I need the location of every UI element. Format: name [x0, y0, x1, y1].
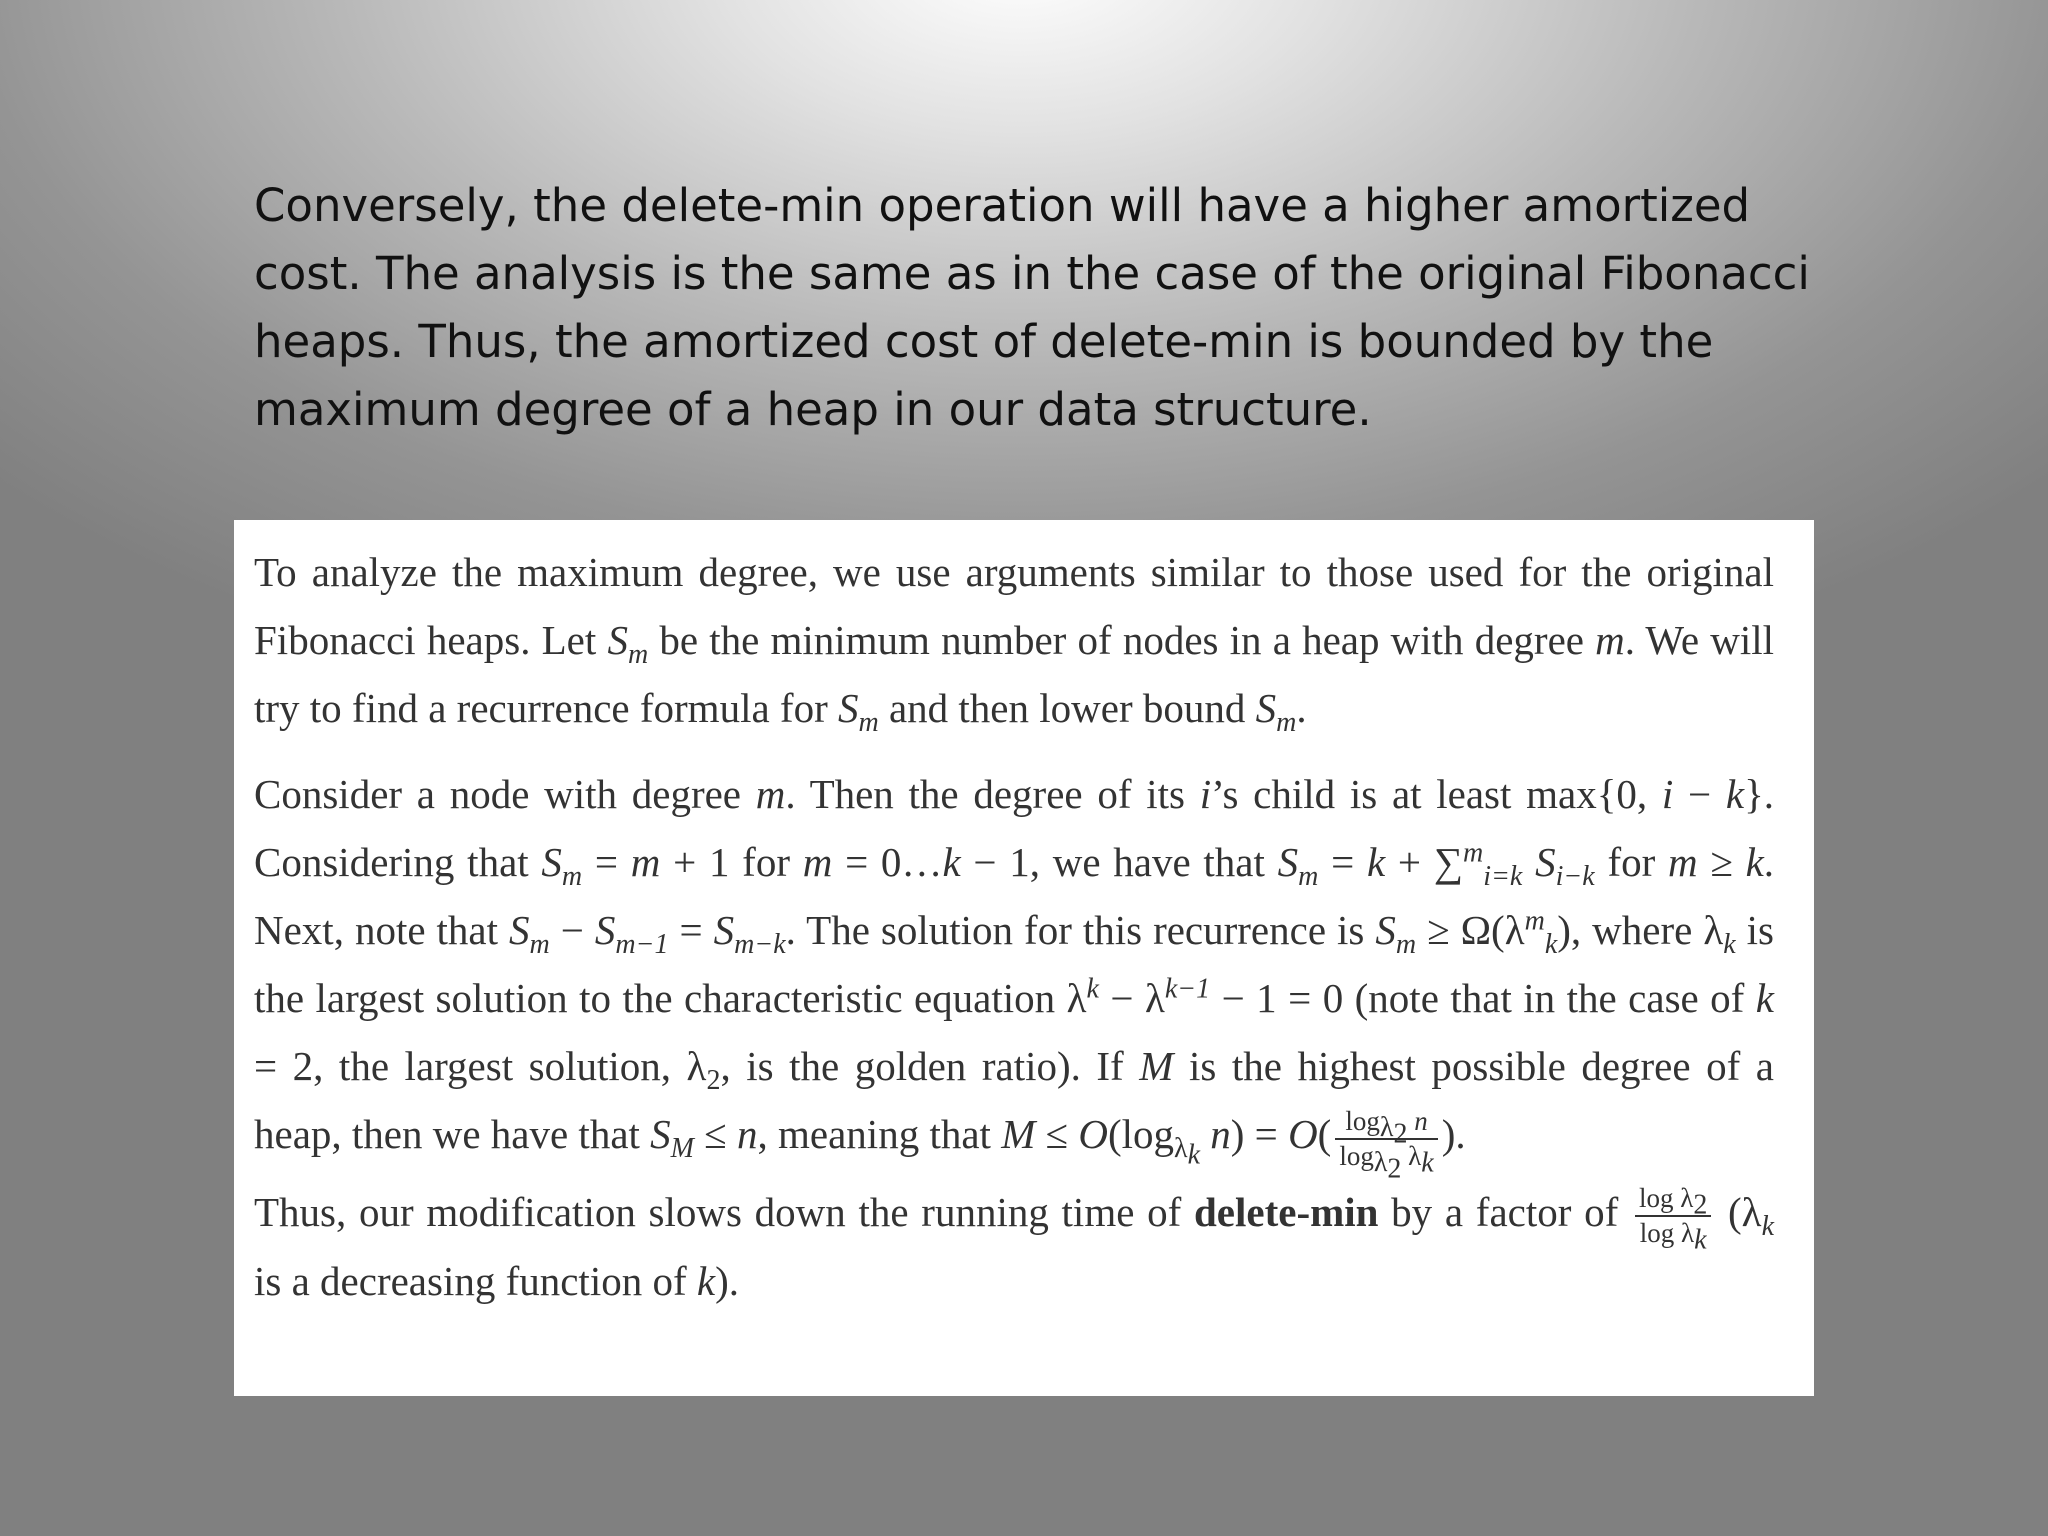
paper-excerpt-image	[234, 520, 1814, 1396]
excerpt-paragraph-1: To analyze the maximum degree, we use arguments similar to those used for the original Fibonacci heaps. Let $S_m$ be the minimum number of nodes in a heap with degree m. We will try to find a recurrence formula for $S_m$ and then lower bound $S_m$.	[254, 549, 1774, 739]
excerpt-paragraph-3: Thus, our modification slows down the running time of delete-min by a factor of $\frac{\log \lambda_2}{\log \lambda_k}$ ($\lambda_k$ is a decreasing function of k).	[254, 1183, 1774, 1305]
excerpt-paragraph-2: Consider a node with degree m. Then the degree of its i’s child is at least max{0, i − k}. Considering that $S_m = m + 1$ for m = 0…k − 1, we have that $S_m = k + \sum^m_{i=k}$ $S_{i-k}$ for m ≥ k. Next, note that $S_m - S_{m-1} = S_{m-k}$. The solution for this recurrence is $S_m \ge \Omega(\lambda^m_k)$, where $\lambda_k$ is the largest solution to the characteristic equation $\lambda^k - \lambda^{k-1} - 1 = 0$ (note that in the case of k = 2, the largest solution, $\lambda_2$, is the golden ratio). If M is the highest possible degree of a heap, then we have that $S_M \le n$, meaning that $M \le O(\log_{\lambda_k}$ n) = O( $\frac{\log_{\lambda_2} n}{\log_{\lambda_2} \lambda_k}$ ).	[254, 771, 1775, 1185]
slide-body-text	[254, 172, 1814, 444]
intro-paragraph: Conversely, the delete-min operation will have a higher amortized cost. The analysis is the same as in the case of the original Fibonacci heaps. Thus, the amortized cost of delete-min is bounded by the maximum degree of a heap in our data structure.	[254, 179, 1810, 436]
